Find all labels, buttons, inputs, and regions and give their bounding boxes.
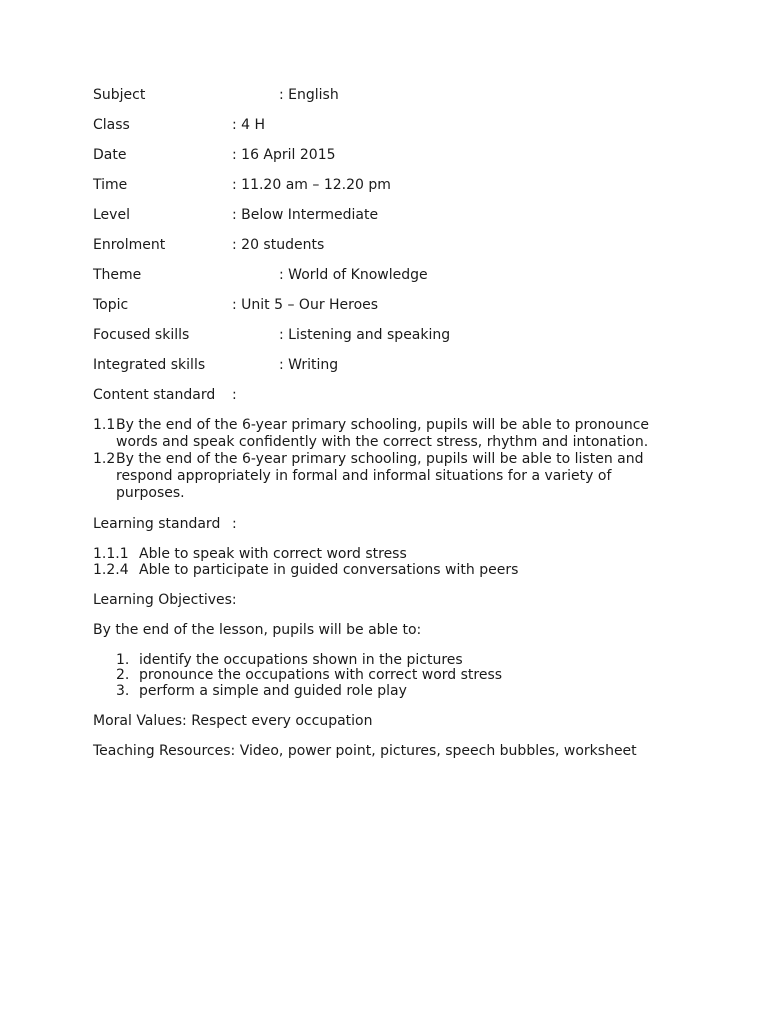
field-label-time: Time <box>93 177 128 193</box>
learning-standard-text: Able to participate in guided conversations with peers <box>139 562 519 578</box>
objective-number: 1. <box>116 652 130 668</box>
content-standard-label: Content standard <box>93 387 216 403</box>
field-label-topic: Topic <box>93 297 129 313</box>
field-value-focused-skills: : Listening and speaking <box>279 327 451 343</box>
content-standard-number: 1.1 <box>93 417 116 433</box>
objective-number: 2. <box>116 667 130 683</box>
objective-text: pronounce the occupations with correct word stress <box>139 667 503 683</box>
field-value-integrated-skills: : Writing <box>279 357 339 373</box>
objectives-heading: Learning Objectives: <box>93 592 237 608</box>
field-label-level: Level <box>93 207 130 223</box>
learning-standard-text: Able to speak with correct word stress <box>139 546 407 562</box>
content-standard-line: By the end of the 6-year primary schooling, pupils will be able to listen and <box>116 451 644 467</box>
field-value-subject: : English <box>279 87 339 103</box>
field-value-class: : 4 H <box>232 117 266 133</box>
field-value-level: : Below Intermediate <box>232 207 379 223</box>
moral-values: Moral Values: Respect every occupation <box>93 713 373 729</box>
field-label-date: Date <box>93 147 127 163</box>
learning-standard-number: 1.2.4 <box>93 562 129 578</box>
field-value-date: : 16 April 2015 <box>232 147 336 163</box>
objective-text: perform a simple and guided role play <box>139 683 407 699</box>
content-standard-line: words and speak confidently with the correct stress, rhythm and intonation. <box>116 434 649 450</box>
content-standard-line: purposes. <box>116 485 185 501</box>
content-standard-colon: : <box>232 387 237 403</box>
learning-standard-colon: : <box>232 516 237 532</box>
objective-number: 3. <box>116 683 130 699</box>
objective-text: identify the occupations shown in the pictures <box>139 652 463 668</box>
field-label-integrated-skills: Integrated skills <box>93 357 206 373</box>
field-label-enrolment: Enrolment <box>93 237 166 253</box>
content-standard-line: respond appropriately in formal and informal situations for a variety of <box>116 468 612 484</box>
content-standard-number: 1.2 <box>93 451 116 467</box>
field-value-time: : 11.20 am – 12.20 pm <box>232 177 391 193</box>
teaching-resources: Teaching Resources: Video, power point, pictures, speech bubbles, worksheet <box>93 743 637 759</box>
objectives-intro: By the end of the lesson, pupils will be able to: <box>93 622 422 638</box>
field-label-class: Class <box>93 117 130 133</box>
field-value-topic: : Unit 5 – Our Heroes <box>232 297 379 313</box>
field-value-theme: : World of Knowledge <box>279 267 428 283</box>
learning-standard-number: 1.1.1 <box>93 546 129 562</box>
field-label-theme: Theme <box>93 267 142 283</box>
field-label-subject: Subject <box>93 87 146 103</box>
field-value-enrolment: : 20 students <box>232 237 325 253</box>
content-standard-line: By the end of the 6-year primary schooling, pupils will be able to pronounce <box>116 417 650 433</box>
learning-standard-label: Learning standard <box>93 516 221 532</box>
field-label-focused-skills: Focused skills <box>93 327 190 343</box>
